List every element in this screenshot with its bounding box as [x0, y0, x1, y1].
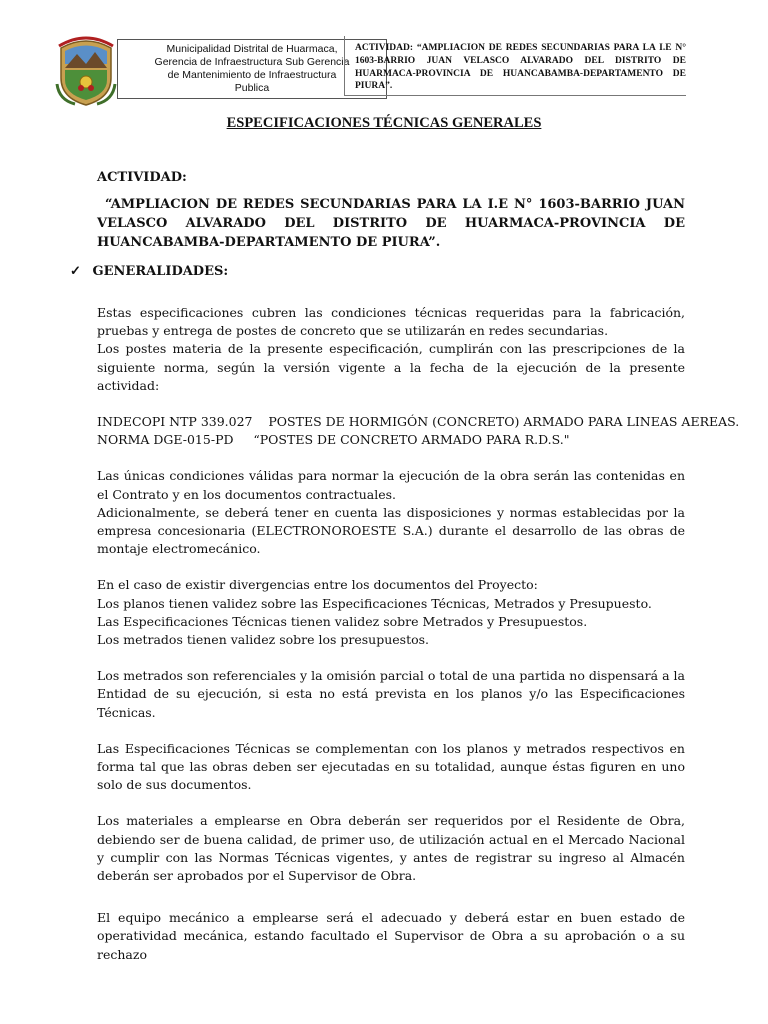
- muni-line: Publica: [234, 82, 270, 94]
- document-header: [52, 34, 692, 100]
- muni-line: de Mantenimiento de Infraestructura: [167, 69, 337, 81]
- norm-line: INDECOPI NTP 339.027 POSTES DE HORMIGÓN (CONCRETO) ARMADO PARA LINEAS AEREAS.: [97, 414, 740, 430]
- paragraph: El equipo mecánico a emplearse será el adecuado y deberá estar en buen estado de operatividad mecánica, estando facultado el Supervisor de Obra a su aprobación o a su rechazo: [97, 910, 685, 962]
- paragraph: Las Especificaciones Técnicas tienen validez sobre Metrados y Presupuestos.: [97, 613, 588, 629]
- activity-text: “AMPLIACION DE REDES SECUNDARIAS PARA LA I.E N° 1603-BARRIO JUAN VELASCO ALVARADO DEL DISTRITO DE HUARMACA-PROVINCIA DE HUANCABAMBA-DEPARTAMENTO DE PIURA”.: [97, 197, 685, 250]
- header-activity-label: ACTIVIDAD:: [355, 43, 414, 53]
- generalidades-heading: [70, 264, 228, 279]
- activity-label: ACTIVIDAD:: [97, 170, 187, 185]
- muni-line: Gerencia de Infraestructura Sub Gerencia: [154, 56, 350, 68]
- generalidades-label: GENERALIDADES:: [92, 264, 229, 279]
- norm-line: NORMA DGE-015-PD “POSTES DE CONCRETO ARMADO PARA R.D.S.": [97, 432, 570, 448]
- document-body: [97, 304, 740, 964]
- header-activity-box: [344, 36, 686, 96]
- paragraph: Los postes materia de la presente especificación, cumplirán con las prescripciones de la siguiente norma, según la versión vigente a la fecha de la ejecución de la presente actividad:: [97, 341, 685, 393]
- checkmark-icon: ✓: [70, 264, 81, 279]
- municipality-seal-icon: [55, 34, 117, 106]
- paragraph: En el caso de existir divergencias entre los documentos del Proyecto:: [97, 577, 538, 593]
- paragraph: Los metrados son referenciales y la omisión parcial o total de una partida no dispensará a la Entidad de su ejecución, si esta no está prevista en los planos y/o las Especificaciones Técnicas.: [97, 668, 685, 720]
- paragraph: Adicionalmente, se deberá tener en cuenta las disposiciones y normas establecidas por la empresa concesionaria (ELECTRONOROESTE S.A.) durante el desarrollo de las obras de montaje electromecánico.: [97, 504, 685, 557]
- paragraph: Los metrados tienen validez sobre los presupuestos.: [97, 632, 430, 648]
- paragraph: Las Especificaciones Técnicas se complementan con los planos y metrados respectivos en forma tal que las obras deben ser ejecutadas en su totalidad, aunque éstas figuren en uno solo de sus documentos.: [97, 740, 685, 793]
- paragraph: Los materiales a emplearse en Obra deberán ser requeridos por el Residente de Obra, debiendo ser de buena calidad, de primer uso, de utilización actual en el Mercado Nacional y cumplir con las Normas Técnicas vigentes, y antes de registrar su ingreso al Almacén deberán ser aprobados por el Supervisor de Obra.: [97, 813, 685, 884]
- paragraph: Los planos tienen validez sobre las Especificaciones Técnicas, Metrados y Presupuesto.: [97, 595, 652, 611]
- paragraph: Las únicas condiciones válidas para normar la ejecución de la obra serán las contenidas en el Contrato y en los documentos contractuales.: [97, 468, 685, 502]
- muni-line: Municipalidad Distrital de Huarmaca,: [166, 43, 338, 55]
- paragraph: Estas especificaciones cubren las condiciones técnicas requeridas para la fabricación, pruebas y entrega de postes de concreto que se utilizarán en redes secundarias.: [97, 305, 685, 339]
- header-activity-text: “AMPLIACION DE REDES SECUNDARIAS PARA LA I.E N° 1603-BARRIO JUAN VELASCO ALVARADO DEL DISTRITO DE HUARMACA-PROVINCIA DE HUANCABAMBA-DEPARTAMENTO DE PIURA”.: [355, 43, 686, 92]
- page-title: ESPECIFICACIONES TÉCNICAS GENERALES: [226, 115, 542, 131]
